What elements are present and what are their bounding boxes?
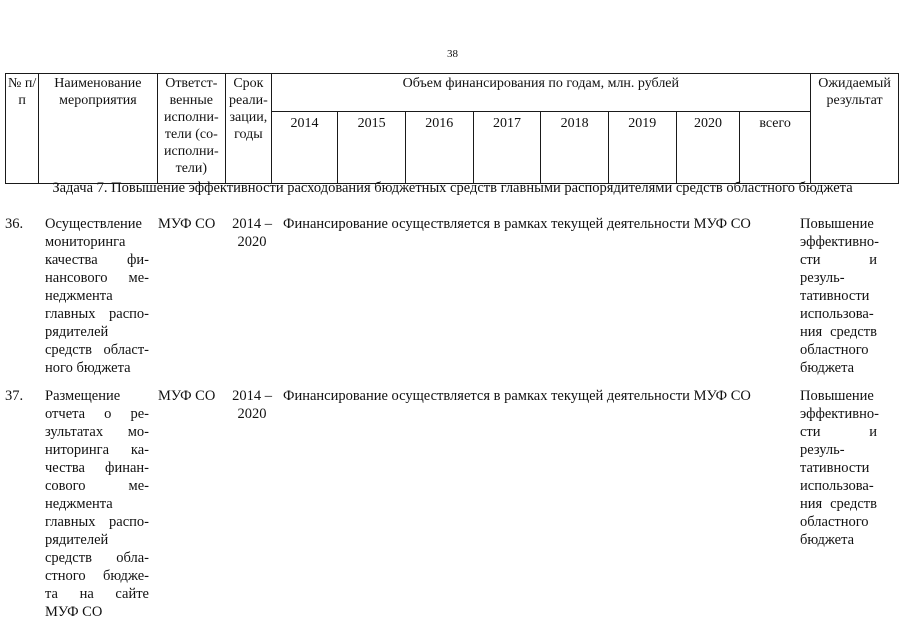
year-2018: 2018 <box>541 112 609 184</box>
result-line: эффективно- <box>800 406 879 422</box>
name-line: Осуществление <box>45 216 142 232</box>
year-2020: 2020 <box>676 112 740 184</box>
result-line: тативности <box>800 288 870 304</box>
row-number: 36. <box>5 216 24 232</box>
name-line: главных распо- <box>45 306 149 322</box>
name-line: мониторинга <box>45 234 126 250</box>
name-line: зультатах мо- <box>45 424 149 440</box>
header-funding: Объем финансирования по годам, млн. рублей <box>271 74 810 112</box>
name-line: та на сайте <box>45 586 149 602</box>
expected-result <box>800 387 877 549</box>
name-line: Размещение <box>45 388 121 404</box>
result-line: областного <box>800 514 869 530</box>
result-line: бюджета <box>800 360 855 376</box>
name-line: главных распо- <box>45 514 149 530</box>
result-line: использова- <box>800 478 874 494</box>
term-start: 2014 – <box>232 216 272 232</box>
header-result: Ожидаемый результат <box>811 74 899 184</box>
result-line: сти и резуль- <box>800 252 877 286</box>
name-line: ниторинга ка- <box>45 442 149 458</box>
year-2019: 2019 <box>608 112 676 184</box>
header-term: Срок реали-зации, годы <box>226 74 271 184</box>
result-line: Повышение <box>800 388 874 404</box>
term <box>228 387 276 423</box>
page-number: 38 <box>447 48 458 60</box>
name-line: рядителей <box>45 532 109 548</box>
term-end: 2020 <box>237 234 267 250</box>
funding-note: Финансирование осуществляется в рамках текущей деятельности МУФ СО <box>283 216 751 232</box>
header-responsible: Ответст-венные исполни-тели (со-исполни-тели) <box>157 74 226 184</box>
result-line: использова- <box>800 306 874 322</box>
result-line: тативности <box>800 460 870 476</box>
name-line: стного бюдже- <box>45 568 149 584</box>
term-end: 2020 <box>237 406 267 422</box>
executor: МУФ СО <box>158 388 216 404</box>
row-number: 37. <box>5 388 24 404</box>
funding-note: Финансирование осуществляется в рамках текущей деятельности МУФ СО <box>283 388 751 404</box>
task-heading: Задача 7. Повышение эффективности расходования бюджетных средств главными распорядителями средств областного бюджета <box>52 180 853 196</box>
activity-name <box>45 215 149 377</box>
result-line: областного <box>800 342 869 358</box>
year-total: всего <box>740 112 811 184</box>
name-line: ного бюджета <box>45 360 131 376</box>
year-2014: 2014 <box>271 112 338 184</box>
result-line: эффективно- <box>800 234 879 250</box>
header-num: № п/п <box>6 74 39 184</box>
activity-name <box>45 387 149 621</box>
expected-result <box>800 215 877 377</box>
name-line: чества финан- <box>45 460 149 476</box>
term <box>228 215 276 251</box>
year-2016: 2016 <box>405 112 473 184</box>
name-line: неджмента <box>45 288 113 304</box>
header-name: Наименование мероприятия <box>39 74 157 184</box>
name-line: качества фи- <box>45 252 149 268</box>
name-line: отчета о ре- <box>45 406 149 422</box>
result-line: сти и резуль- <box>800 424 877 458</box>
result-line: Повышение <box>800 216 874 232</box>
name-line: неджмента <box>45 496 113 512</box>
result-line: ния средств <box>800 324 877 340</box>
name-line: средств обла- <box>45 550 149 566</box>
year-2015: 2015 <box>338 112 406 184</box>
year-2017: 2017 <box>473 112 541 184</box>
result-line: бюджета <box>800 532 855 548</box>
executor: МУФ СО <box>158 216 216 232</box>
name-line: средств област- <box>45 342 149 358</box>
term-start: 2014 – <box>232 388 272 404</box>
name-line: МУФ СО <box>45 604 103 620</box>
name-line: рядителей <box>45 324 109 340</box>
name-line: нансового ме- <box>45 270 149 286</box>
name-line: сового ме- <box>45 478 149 494</box>
funding-table-header <box>5 73 899 184</box>
result-line: ния средств <box>800 496 877 512</box>
